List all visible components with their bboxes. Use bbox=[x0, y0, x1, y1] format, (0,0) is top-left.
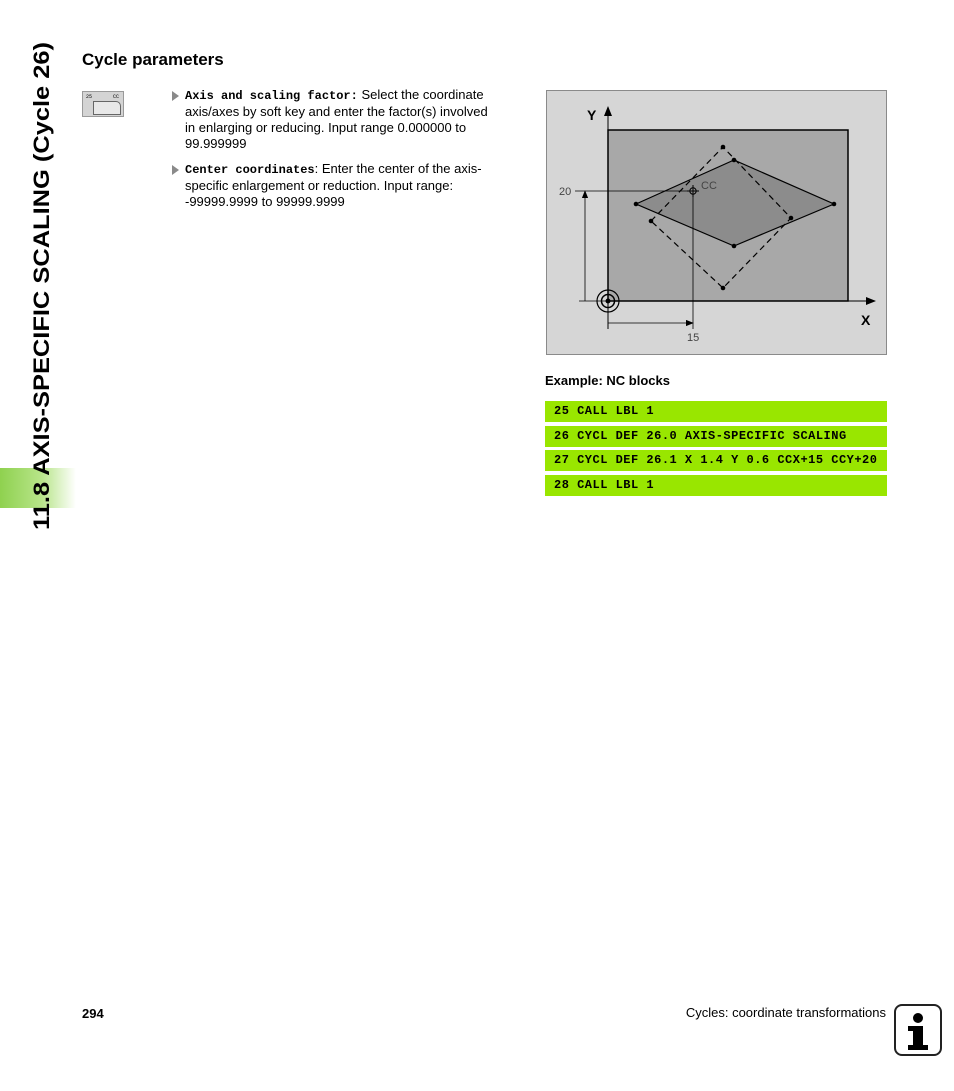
page-number: 294 bbox=[82, 1006, 104, 1021]
nc-block: 27 CYCL DEF 26.1 X 1.4 Y 0.6 CCX+15 CCY+20 bbox=[545, 450, 887, 471]
y-dimension-label: 20 bbox=[559, 186, 572, 198]
side-title-text: 11.8 AXIS-SPECIFIC SCALING (Cycle 26) bbox=[29, 98, 54, 530]
softkey-icon bbox=[82, 91, 124, 117]
y-axis-label: Y bbox=[587, 107, 597, 123]
param-axis-scaling bbox=[172, 87, 524, 152]
info-icon bbox=[894, 1004, 942, 1056]
example-heading: Example: NC blocks bbox=[545, 373, 670, 388]
param-text: axis/axes by soft key and enter the factor(s) involved bbox=[185, 104, 488, 119]
param-code: Axis and scaling factor: bbox=[185, 89, 358, 103]
param-text: 99.999999 bbox=[185, 136, 247, 151]
nc-block: 25 CALL LBL 1 bbox=[545, 401, 887, 422]
param-text: specific enlargement or reduction. Input range: bbox=[185, 178, 454, 193]
param-code: Center coordinates bbox=[185, 163, 315, 177]
param-text: in enlarging or reducing. Input range 0.000000 to bbox=[185, 120, 467, 135]
x-axis-label: X bbox=[861, 312, 871, 328]
page-heading: Cycle parameters bbox=[82, 50, 224, 69]
scaling-figure bbox=[546, 90, 887, 355]
param-text: -99999.9999 to 99999.9999 bbox=[185, 194, 345, 209]
triangle-bullet-icon bbox=[172, 91, 179, 101]
softkey-shape bbox=[93, 101, 121, 115]
cc-label: CC bbox=[701, 180, 717, 192]
softkey-label-right: CC bbox=[112, 94, 119, 100]
triangle-bullet-icon bbox=[172, 165, 179, 175]
param-text: Select the coordinate bbox=[357, 87, 484, 102]
nc-block: 26 CYCL DEF 26.0 AXIS-SPECIFIC SCALING bbox=[545, 426, 887, 447]
footer-section-title: Cycles: coordinate transformations bbox=[685, 1005, 886, 1020]
softkey-label-left: 25 bbox=[86, 94, 93, 100]
param-text: : Enter the center of the axis- bbox=[314, 161, 482, 176]
side-title bbox=[18, 30, 58, 530]
x-dimension-label: 15 bbox=[687, 332, 700, 344]
param-center-coordinates bbox=[172, 161, 524, 210]
nc-block: 28 CALL LBL 1 bbox=[545, 475, 887, 496]
